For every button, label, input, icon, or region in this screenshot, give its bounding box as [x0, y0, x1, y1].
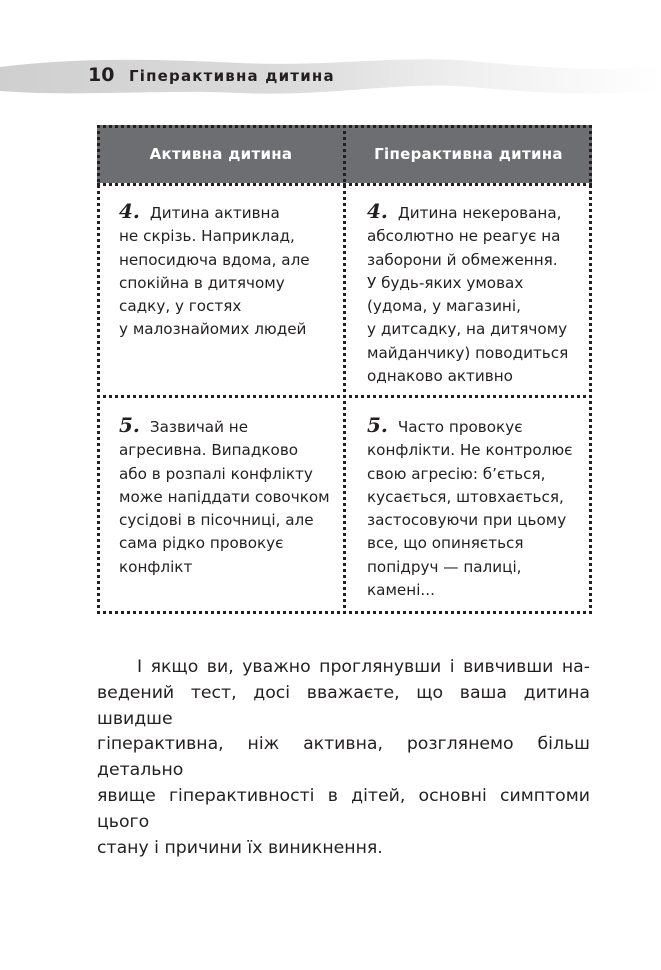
cell-line: свою агресію: б’ється, — [367, 464, 546, 483]
cell-line: агресивна. Випадково — [119, 441, 299, 460]
cell-line: заборони й обмеження. — [367, 250, 558, 269]
cell-line: все, що опиняється — [367, 534, 524, 553]
cell-line: камені... — [367, 581, 435, 600]
item-number: 5. — [119, 413, 140, 437]
column-header-hyperactive: Гіперактивна дитина — [345, 125, 592, 183]
cell-line: майданчику) поводиться — [367, 343, 569, 362]
paragraph-line: явище гіперактивності в дітей, основні симптоми цього — [97, 785, 590, 832]
body-paragraph — [97, 655, 590, 861]
cell-line: 5. Часто провокує — [367, 413, 523, 437]
paragraph-line: І якщо ви, уважно проглянувши і вивчивши на- — [137, 657, 590, 677]
cell-line: у малознайомих людей — [119, 320, 307, 339]
cell-line: або в розпалі конфлікту — [119, 464, 313, 483]
cell-line: (удома, у магазині, — [367, 297, 521, 316]
table-cell-hyperactive-4 — [345, 183, 592, 395]
paragraph-line: ведений тест, досі вважаєте, що ваша дитина швидше — [97, 682, 590, 729]
comparison-table — [97, 125, 592, 614]
item-number: 5. — [367, 413, 388, 437]
cell-line: може напіддати совочком — [119, 487, 330, 506]
cell-line: у дитсадку, на дитячому — [367, 320, 568, 339]
cell-line: конфлікти. Не контролює — [367, 441, 573, 460]
cell-line: застосовуючи при цьому — [367, 511, 567, 530]
cell-line: непосидюча вдома, але — [119, 250, 310, 269]
cell-line: 4. Дитина некерована, — [367, 199, 562, 223]
page-number: 10 — [88, 64, 115, 86]
paragraph-line: стану і причини їх виникнення. — [97, 837, 383, 858]
cell-line: кусається, штовхається, — [367, 487, 564, 506]
cell-line: однаково активно — [367, 367, 513, 386]
running-title: Гіперактивна дитина — [129, 67, 335, 85]
cell-line: абсолютно не реагує на — [367, 227, 561, 246]
item-number: 4. — [119, 199, 140, 223]
cell-line: сама рідко провокує — [119, 534, 284, 553]
cell-line: спокійна в дитячому — [119, 273, 285, 292]
item-number: 4. — [367, 199, 388, 223]
cell-line: конфлікт — [119, 557, 193, 576]
column-header-active: Активна дитина — [97, 125, 345, 183]
cell-line: 5. Зазвичай не — [119, 413, 249, 437]
cell-line: сусідові в пісочниці, але — [119, 511, 314, 530]
cell-line: не скрізь. Наприклад, — [119, 227, 295, 246]
table-cell-active-4 — [97, 183, 345, 395]
cell-line: попідруч — палиці, — [367, 557, 522, 576]
table-border-right — [589, 125, 592, 614]
table-cell-hyperactive-5 — [345, 397, 592, 613]
table-cell-active-5 — [97, 397, 345, 613]
cell-line: У будь-яких умовах — [367, 273, 524, 292]
paragraph-line: гіперактивна, ніж активна, розглянемо більш детально — [97, 734, 590, 781]
cell-line: садку, у гостях — [119, 297, 242, 316]
table-border-left — [97, 125, 100, 614]
cell-line: 4. Дитина активна — [119, 199, 280, 223]
table-border-center — [343, 125, 346, 614]
